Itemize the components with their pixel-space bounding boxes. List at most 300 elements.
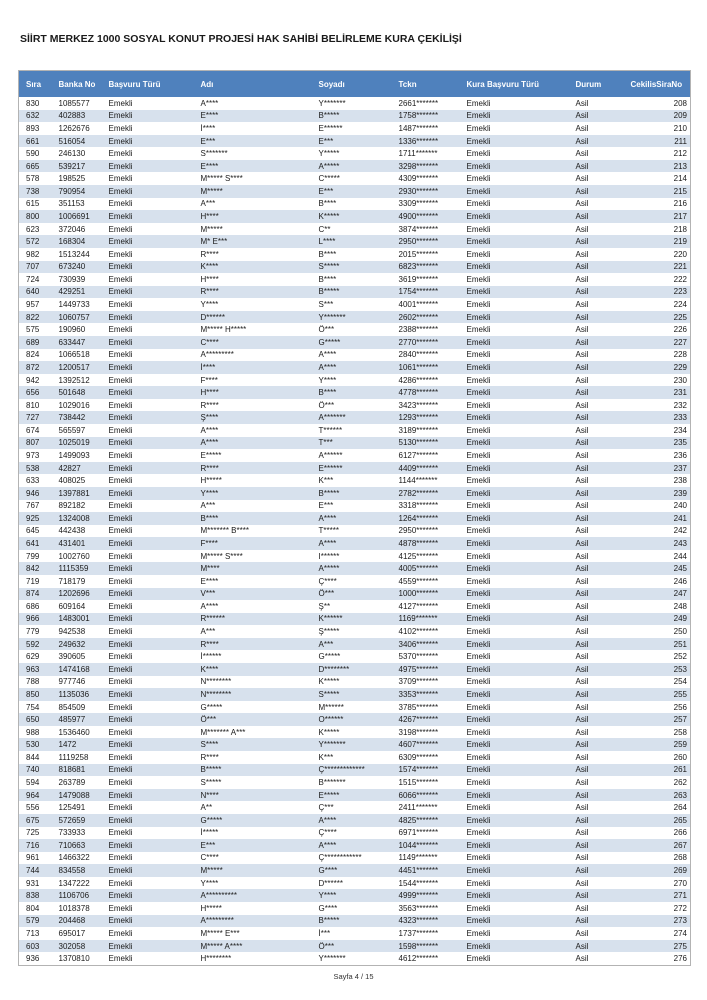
table-row [19, 789, 691, 802]
cell-kura-basvuru-turu: Emekli [466, 778, 491, 787]
cell-adi: A*** [200, 627, 216, 637]
cell-soyadi: A***** [318, 161, 340, 171]
cell-adi: F**** [200, 375, 218, 385]
cell-banka-no: 408025 [58, 476, 86, 486]
cell-cekilis-sira-no: 264 [673, 803, 687, 813]
cell-banka-no: 351153 [58, 199, 85, 209]
cell-adi: İ****** [200, 652, 222, 662]
cell-cekilis-sira-no: 218 [673, 224, 687, 234]
cell-cekilis-sira-no: 224 [673, 300, 687, 310]
cell-soyadi: B**** [318, 274, 337, 284]
cell-soyadi: Ö*** [318, 325, 335, 335]
cell-adi: A**** [200, 98, 219, 108]
cell-adi: A*** [200, 199, 216, 209]
cell-kura-basvuru-turu: Emekli [466, 438, 491, 448]
cell-kura-basvuru-turu: Emekli [466, 589, 491, 599]
cell-cekilis-sira-no: 222 [673, 274, 687, 284]
table-row [19, 261, 691, 274]
cell-basvuru-turu: Emekli [108, 891, 133, 901]
cell-basvuru-turu: Emekli [108, 589, 133, 599]
cell-soyadi: G**** [318, 903, 338, 913]
cell-sira: 810 [26, 400, 40, 410]
cell-soyadi: Y******* [318, 740, 346, 750]
cell-tckn: 3406******* [398, 639, 439, 649]
cell-kura-basvuru-turu: Emekli [466, 752, 491, 762]
cell-banka-no: 1202696 [58, 589, 90, 599]
cell-tckn: 4309******* [398, 174, 439, 184]
cell-adi: M******* B**** [200, 526, 249, 536]
cell-sira: 641 [26, 539, 40, 549]
cell-soyadi: S*** [318, 300, 334, 310]
cell-banka-no: 246130 [58, 149, 86, 159]
cell-banka-no: 1060757 [58, 312, 90, 322]
cell-kura-basvuru-turu: Emekli [466, 186, 491, 196]
cell-banka-no: 854509 [58, 702, 86, 712]
cell-tckn: 2782******* [398, 488, 439, 498]
cell-sira: 946 [26, 488, 40, 498]
cell-cekilis-sira-no: 267 [673, 840, 687, 850]
cell-kura-basvuru-turu: Emekli [466, 425, 491, 435]
cell-sira: 724 [26, 274, 40, 284]
cell-soyadi: K***** [318, 677, 340, 687]
cell-tckn: 1574******* [398, 765, 439, 775]
cell-cekilis-sira-no: 245 [673, 564, 687, 574]
cell-durum: Asil [575, 325, 589, 335]
cell-durum: Asil [575, 639, 589, 649]
cell-sira: 850 [26, 689, 40, 699]
cell-tckn: 1264******* [398, 513, 439, 523]
table-row [19, 550, 691, 563]
cell-durum: Asil [575, 664, 589, 674]
cell-basvuru-turu: Emekli [108, 840, 133, 850]
cell-sira: 973 [26, 450, 40, 460]
cell-adi: E**** [200, 576, 219, 586]
cell-adi: D****** [200, 312, 225, 322]
cell-soyadi: Ö*** [318, 400, 335, 410]
cell-tckn: 4127******* [398, 601, 439, 611]
cell-sira: 754 [26, 702, 40, 712]
cell-banka-no: 942538 [58, 627, 86, 637]
cell-soyadi: B***** [318, 111, 340, 121]
cell-kura-basvuru-turu: Emekli [466, 488, 491, 498]
cell-basvuru-turu: Emekli [108, 828, 133, 838]
cell-kura-basvuru-turu: Emekli [466, 362, 491, 372]
cell-banka-no: 125491 [58, 803, 86, 813]
cell-sira: 640 [26, 287, 40, 297]
cell-durum: Asil [575, 526, 589, 536]
cell-cekilis-sira-no: 246 [673, 576, 687, 586]
cell-adi: N******** [200, 677, 232, 687]
cell-soyadi: O****** [318, 715, 344, 725]
table-row [19, 940, 691, 953]
cell-sira: 579 [26, 916, 40, 926]
cell-sira: 632 [26, 111, 40, 121]
cell-soyadi: Ş** [318, 601, 331, 611]
cell-adi: R**** [200, 463, 219, 473]
cell-kura-basvuru-turu: Emekli [466, 388, 491, 398]
cell-soyadi: T****** [318, 425, 343, 435]
table-row [19, 437, 691, 450]
cell-basvuru-turu: Emekli [108, 199, 133, 209]
cell-durum: Asil [575, 564, 589, 574]
cell-adi: E**** [200, 161, 219, 171]
cell-banka-no: 1119258 [58, 752, 89, 762]
table-row [19, 210, 691, 223]
cell-sira: 594 [26, 778, 40, 787]
table-row [19, 650, 691, 663]
cell-banka-no: 1483001 [58, 614, 90, 624]
cell-sira: 665 [26, 161, 40, 171]
cell-sira: 689 [26, 337, 40, 347]
cell-adi: M***** [200, 866, 223, 876]
table-row [19, 537, 691, 550]
cell-basvuru-turu: Emekli [108, 450, 133, 460]
cell-soyadi: D******** [318, 664, 350, 674]
cell-sira: 779 [26, 627, 40, 637]
cell-tckn: 4825******* [398, 815, 439, 825]
cell-durum: Asil [575, 249, 589, 259]
col-header-kura-basvuru-turu: Kura Başvuru Türü [460, 71, 569, 98]
cell-adi: R**** [200, 752, 219, 762]
cell-tckn: 4559******* [398, 576, 439, 586]
cell-kura-basvuru-turu: Emekli [466, 639, 491, 649]
cell-banka-no: 429251 [58, 287, 86, 297]
cell-soyadi: B**** [318, 388, 337, 398]
cell-adi: Y**** [200, 878, 219, 888]
cell-banka-no: 168304 [58, 237, 86, 247]
cell-kura-basvuru-turu: Emekli [466, 941, 491, 951]
cell-cekilis-sira-no: 226 [673, 325, 687, 335]
cell-adi: R****** [200, 614, 225, 624]
cell-basvuru-turu: Emekli [108, 551, 133, 561]
cell-basvuru-turu: Emekli [108, 312, 133, 322]
cell-cekilis-sira-no: 235 [673, 438, 687, 448]
cell-soyadi: Ç**** [318, 576, 337, 586]
cell-cekilis-sira-no: 262 [673, 778, 687, 787]
cell-tckn: 4409******* [398, 463, 439, 473]
table-row [19, 462, 691, 475]
cell-cekilis-sira-no: 213 [673, 161, 687, 171]
table-row [19, 613, 691, 626]
cell-kura-basvuru-turu: Emekli [466, 413, 491, 423]
cell-banka-no: 539217 [58, 161, 86, 171]
cell-sira: 966 [26, 614, 40, 624]
table-row [19, 361, 691, 374]
cell-basvuru-turu: Emekli [108, 149, 133, 159]
cell-cekilis-sira-no: 229 [673, 362, 687, 372]
cell-banka-no: 1029016 [58, 400, 90, 410]
cell-basvuru-turu: Emekli [108, 752, 133, 762]
cell-basvuru-turu: Emekli [108, 98, 133, 108]
cell-soyadi: E***** [318, 790, 340, 800]
cell-basvuru-turu: Emekli [108, 866, 133, 876]
cell-tckn: 1144******* [398, 476, 438, 486]
cell-kura-basvuru-turu: Emekli [466, 803, 491, 813]
cell-cekilis-sira-no: 257 [673, 715, 687, 725]
table-row [19, 349, 691, 362]
cell-adi: S**** [200, 740, 219, 750]
table-row [19, 751, 691, 764]
cell-sira: 656 [26, 388, 40, 398]
cell-durum: Asil [575, 589, 589, 599]
cell-durum: Asil [575, 438, 589, 448]
table-row [19, 663, 691, 676]
cell-kura-basvuru-turu: Emekli [466, 400, 491, 410]
cell-cekilis-sira-no: 269 [673, 866, 687, 876]
col-header-sira: Sıra [19, 71, 52, 98]
cell-adi: A** [200, 803, 213, 813]
cell-basvuru-turu: Emekli [108, 803, 133, 813]
cell-adi: C**** [200, 337, 219, 347]
table-row [19, 336, 691, 349]
col-header-cekilis-sira-no: CekilisSiraNo [606, 71, 691, 98]
cell-banka-no: 442438 [58, 526, 86, 536]
cell-banka-no: 977746 [58, 677, 86, 687]
cell-basvuru-turu: Emekli [108, 878, 133, 888]
cell-sira: 713 [26, 928, 40, 938]
cell-kura-basvuru-turu: Emekli [466, 840, 491, 850]
cell-soyadi: C** [318, 224, 331, 234]
cell-kura-basvuru-turu: Emekli [466, 677, 491, 687]
cell-tckn: 1487******* [398, 123, 439, 133]
cell-basvuru-turu: Emekli [108, 501, 133, 511]
table-row [19, 801, 691, 814]
cell-tckn: 3619******* [398, 274, 439, 284]
table-row [19, 525, 691, 538]
cell-soyadi: A*** [318, 639, 334, 649]
cell-cekilis-sira-no: 215 [673, 186, 687, 196]
cell-tckn: 2411******* [398, 803, 438, 813]
cell-tckn: 1754******* [398, 287, 439, 297]
cell-cekilis-sira-no: 251 [673, 639, 687, 649]
cell-basvuru-turu: Emekli [108, 702, 133, 712]
cell-adi: M***** E*** [200, 928, 240, 938]
cell-basvuru-turu: Emekli [108, 627, 133, 637]
cell-kura-basvuru-turu: Emekli [466, 325, 491, 335]
cell-sira: 893 [26, 123, 40, 133]
cell-adi: H***** [200, 476, 222, 486]
cell-sira: 629 [26, 652, 40, 662]
table-row [19, 286, 691, 299]
cell-kura-basvuru-turu: Emekli [466, 815, 491, 825]
cell-durum: Asil [575, 450, 589, 460]
cell-durum: Asil [575, 702, 589, 712]
cell-kura-basvuru-turu: Emekli [466, 526, 491, 536]
cell-sira: 925 [26, 513, 40, 523]
cell-adi: E*** [200, 136, 216, 146]
cell-tckn: 4451******* [398, 866, 439, 876]
cell-basvuru-turu: Emekli [108, 400, 133, 410]
cell-cekilis-sira-no: 255 [673, 689, 687, 699]
cell-adi: K**** [200, 262, 219, 272]
cell-adi: H**** [200, 211, 219, 221]
cell-cekilis-sira-no: 220 [673, 249, 687, 259]
cell-soyadi: K*** [318, 476, 334, 486]
cell-adi: M***** S**** [200, 551, 243, 561]
cell-banka-no: 372046 [58, 224, 86, 234]
cell-banka-no: 402883 [58, 111, 86, 121]
cell-kura-basvuru-turu: Emekli [466, 689, 491, 699]
cell-basvuru-turu: Emekli [108, 727, 133, 737]
cell-sira: 957 [26, 300, 40, 310]
cell-soyadi: B******* [318, 778, 346, 787]
cell-durum: Asil [575, 576, 589, 586]
table-row [19, 588, 691, 601]
cell-banka-no: 730939 [58, 274, 86, 284]
cell-sira: 800 [26, 211, 40, 221]
cell-kura-basvuru-turu: Emekli [466, 790, 491, 800]
cell-basvuru-turu: Emekli [108, 513, 133, 523]
cell-sira: 807 [26, 438, 40, 448]
table-row [19, 235, 691, 248]
cell-durum: Asil [575, 425, 589, 435]
cell-tckn: 3318******* [398, 501, 439, 511]
cell-cekilis-sira-no: 219 [673, 237, 687, 247]
cell-cekilis-sira-no: 214 [673, 174, 687, 184]
cell-cekilis-sira-no: 211 [674, 136, 687, 146]
table-row [19, 638, 691, 651]
cell-tckn: 4878******* [398, 539, 439, 549]
cell-cekilis-sira-no: 253 [673, 664, 687, 674]
cell-banka-no: 1370810 [58, 954, 90, 964]
cell-kura-basvuru-turu: Emekli [466, 928, 491, 938]
cell-cekilis-sira-no: 270 [673, 878, 687, 888]
cell-durum: Asil [575, 199, 589, 209]
cell-cekilis-sira-no: 225 [673, 312, 687, 322]
cell-sira: 556 [26, 803, 40, 813]
cell-cekilis-sira-no: 210 [673, 123, 687, 133]
cell-banka-no: 1025019 [58, 438, 90, 448]
cell-sira: 575 [26, 325, 40, 335]
cell-durum: Asil [575, 891, 589, 901]
cell-basvuru-turu: Emekli [108, 362, 133, 372]
cell-tckn: 1169******* [398, 614, 438, 624]
cell-kura-basvuru-turu: Emekli [466, 312, 491, 322]
cell-sira: 824 [26, 350, 40, 360]
cell-cekilis-sira-no: 259 [673, 740, 687, 750]
cell-banka-no: 1479088 [58, 790, 90, 800]
page-number: Sayfa 4 / 15 [333, 972, 374, 981]
cell-soyadi: Y***** [318, 149, 340, 159]
cell-soyadi: K****** [318, 614, 343, 624]
cell-basvuru-turu: Emekli [108, 928, 133, 938]
cell-banka-no: 673240 [58, 262, 86, 272]
cell-adi: İ**** [200, 123, 216, 133]
cell-durum: Asil [575, 224, 589, 234]
cell-soyadi: Y**** [318, 375, 337, 385]
cell-cekilis-sira-no: 266 [673, 828, 687, 838]
cell-sira: 963 [26, 664, 40, 674]
cell-soyadi: İ*** [318, 928, 331, 938]
cell-cekilis-sira-no: 268 [673, 853, 687, 863]
cell-adi: Ö*** [200, 715, 217, 725]
cell-kura-basvuru-turu: Emekli [466, 501, 491, 511]
cell-tckn: 4286******* [398, 375, 439, 385]
cell-cekilis-sira-no: 273 [673, 916, 687, 926]
cell-kura-basvuru-turu: Emekli [466, 891, 491, 901]
cell-kura-basvuru-turu: Emekli [466, 652, 491, 662]
cell-durum: Asil [575, 551, 589, 561]
cell-basvuru-turu: Emekli [108, 300, 133, 310]
cell-banka-no: 198525 [58, 174, 86, 184]
cell-basvuru-turu: Emekli [108, 576, 133, 586]
cell-durum: Asil [575, 350, 589, 360]
cell-basvuru-turu: Emekli [108, 174, 133, 184]
cell-durum: Asil [575, 211, 589, 221]
cell-kura-basvuru-turu: Emekli [466, 161, 491, 171]
cell-tckn: 3785******* [398, 702, 439, 712]
cell-tckn: 4999******* [398, 891, 439, 901]
cell-soyadi: C***** [318, 174, 340, 184]
cell-basvuru-turu: Emekli [108, 639, 133, 649]
cell-kura-basvuru-turu: Emekli [466, 866, 491, 876]
cell-adi: N******** [200, 689, 232, 699]
cell-tckn: 1737******* [398, 928, 439, 938]
table-row [19, 323, 691, 336]
cell-soyadi: E****** [318, 463, 343, 473]
cell-adi: B***** [200, 765, 222, 775]
cell-tckn: 6971******* [398, 828, 439, 838]
cell-tckn: 1000******* [398, 589, 439, 599]
cell-durum: Asil [575, 677, 589, 687]
cell-durum: Asil [575, 928, 589, 938]
cell-banka-no: 1085577 [58, 98, 90, 108]
cell-banka-no: 1262676 [58, 123, 90, 133]
cell-kura-basvuru-turu: Emekli [466, 337, 491, 347]
cell-basvuru-turu: Emekli [108, 790, 133, 800]
cell-cekilis-sira-no: 247 [673, 589, 687, 599]
cell-sira: 686 [26, 601, 40, 611]
cell-tckn: 2950******* [398, 526, 439, 536]
table-row [19, 738, 691, 751]
cell-cekilis-sira-no: 221 [673, 262, 687, 272]
cell-basvuru-turu: Emekli [108, 274, 133, 284]
cell-cekilis-sira-no: 263 [673, 790, 687, 800]
cell-banka-no: 609164 [58, 601, 86, 611]
cell-sira: 716 [26, 840, 40, 850]
cell-adi: E*** [200, 840, 216, 850]
cell-kura-basvuru-turu: Emekli [466, 300, 491, 310]
cell-cekilis-sira-no: 274 [673, 928, 687, 938]
cell-durum: Asil [575, 362, 589, 372]
cell-tckn: 1336******* [398, 136, 439, 146]
cell-durum: Asil [575, 161, 589, 171]
cell-kura-basvuru-turu: Emekli [466, 916, 491, 926]
cell-adi: Y**** [200, 488, 219, 498]
cell-soyadi: Y******* [318, 98, 346, 108]
cell-tckn: 4323******* [398, 916, 439, 926]
cell-kura-basvuru-turu: Emekli [466, 350, 491, 360]
cell-banka-no: 1499093 [58, 450, 90, 460]
col-header-basvuru-turu: Başvuru Türü [102, 71, 194, 98]
cell-banka-no: 1135036 [58, 689, 90, 699]
cell-soyadi: G**** [318, 866, 338, 876]
cell-cekilis-sira-no: 233 [673, 413, 687, 423]
cell-tckn: 2840******* [398, 350, 439, 360]
cell-soyadi: Ç************ [318, 853, 362, 863]
cell-kura-basvuru-turu: Emekli [466, 237, 491, 247]
cell-adi: A********* [200, 916, 234, 926]
cell-banka-no: 190960 [58, 325, 86, 335]
cell-sira: 590 [26, 149, 40, 159]
table-row [19, 562, 691, 575]
cell-adi: G***** [200, 815, 223, 825]
cell-kura-basvuru-turu: Emekli [466, 136, 491, 146]
cell-adi: H***** [200, 903, 222, 913]
cell-tckn: 1044******* [398, 840, 439, 850]
table-row [19, 399, 691, 412]
table-body [19, 97, 691, 965]
